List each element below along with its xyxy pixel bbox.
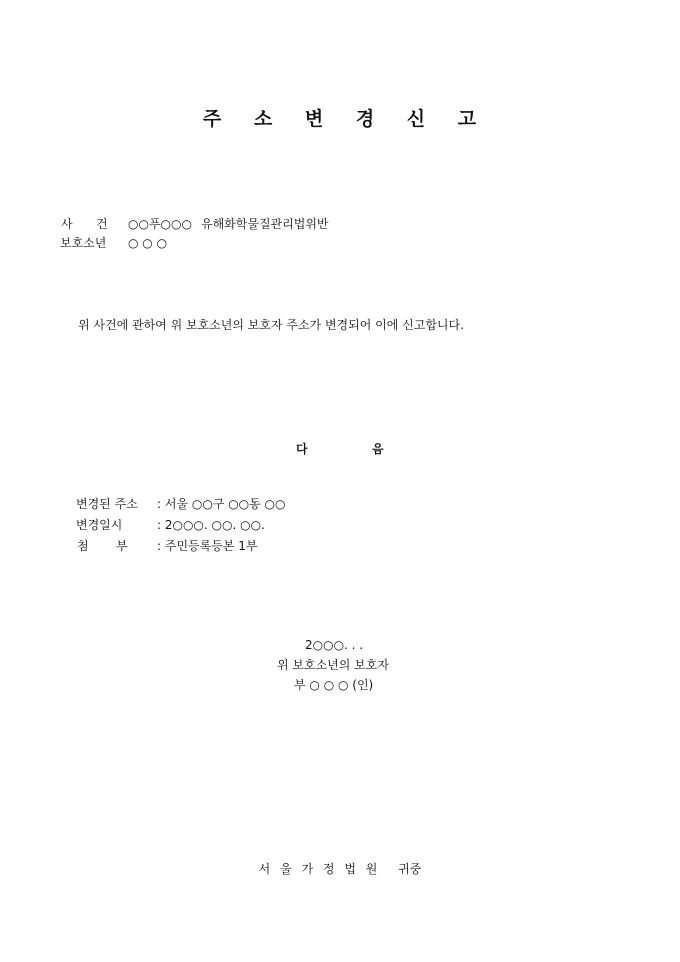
case-label-b: 건 [96, 217, 108, 231]
signature-date: 2○○○. . . [305, 638, 364, 652]
signature-name: 부 ○ ○ ○ (인) [294, 678, 374, 692]
subject-label: 보호소년 [60, 236, 107, 250]
document-title [0, 104, 680, 131]
body-text: 위 사건에 관하여 위 보호소년의 보호자 주소가 변경되어 이에 신고합니다. [78, 318, 464, 332]
detail-label-attach-a: 첨 [77, 539, 89, 553]
court-char: 원 [365, 862, 378, 876]
court-char: 서 [258, 862, 271, 876]
detail-value-address: : 서울 ○○구 ○○동 ○○ [157, 497, 286, 511]
detail-label-address: 변경된 주소 [76, 497, 138, 511]
title-char: 경 [355, 108, 376, 130]
title-char: 변 [304, 108, 325, 130]
court-char: 정 [322, 862, 335, 876]
detail-value-attach: : 주민등록등본 1부 [157, 539, 258, 553]
detail-value-date: : 2○○○. ○○. ○○. [157, 518, 265, 532]
section-heading-left: 다 [296, 442, 308, 456]
title-char: 소 [253, 108, 274, 130]
court-suffix: 귀중 [398, 862, 422, 876]
case-name: 유해화학물질관리법위반 [201, 217, 329, 231]
court-recipient [0, 860, 680, 877]
title-char: 주 [202, 108, 223, 130]
court-char: 울 [280, 862, 292, 876]
detail-label-date: 변경일시 [76, 518, 123, 532]
case-label-a: 사 [61, 217, 73, 231]
subject-value: ○ ○ ○ [128, 236, 168, 250]
title-char: 신 [406, 108, 427, 130]
section-heading-right: 음 [372, 442, 384, 456]
case-number: ○○푸○○○ [128, 217, 192, 231]
court-char: 법 [344, 862, 356, 876]
court-char: 가 [301, 862, 314, 876]
signature-role: 위 보호소년의 보호자 [277, 658, 389, 672]
title-char: 고 [457, 108, 478, 130]
detail-label-attach-b: 부 [116, 539, 128, 553]
